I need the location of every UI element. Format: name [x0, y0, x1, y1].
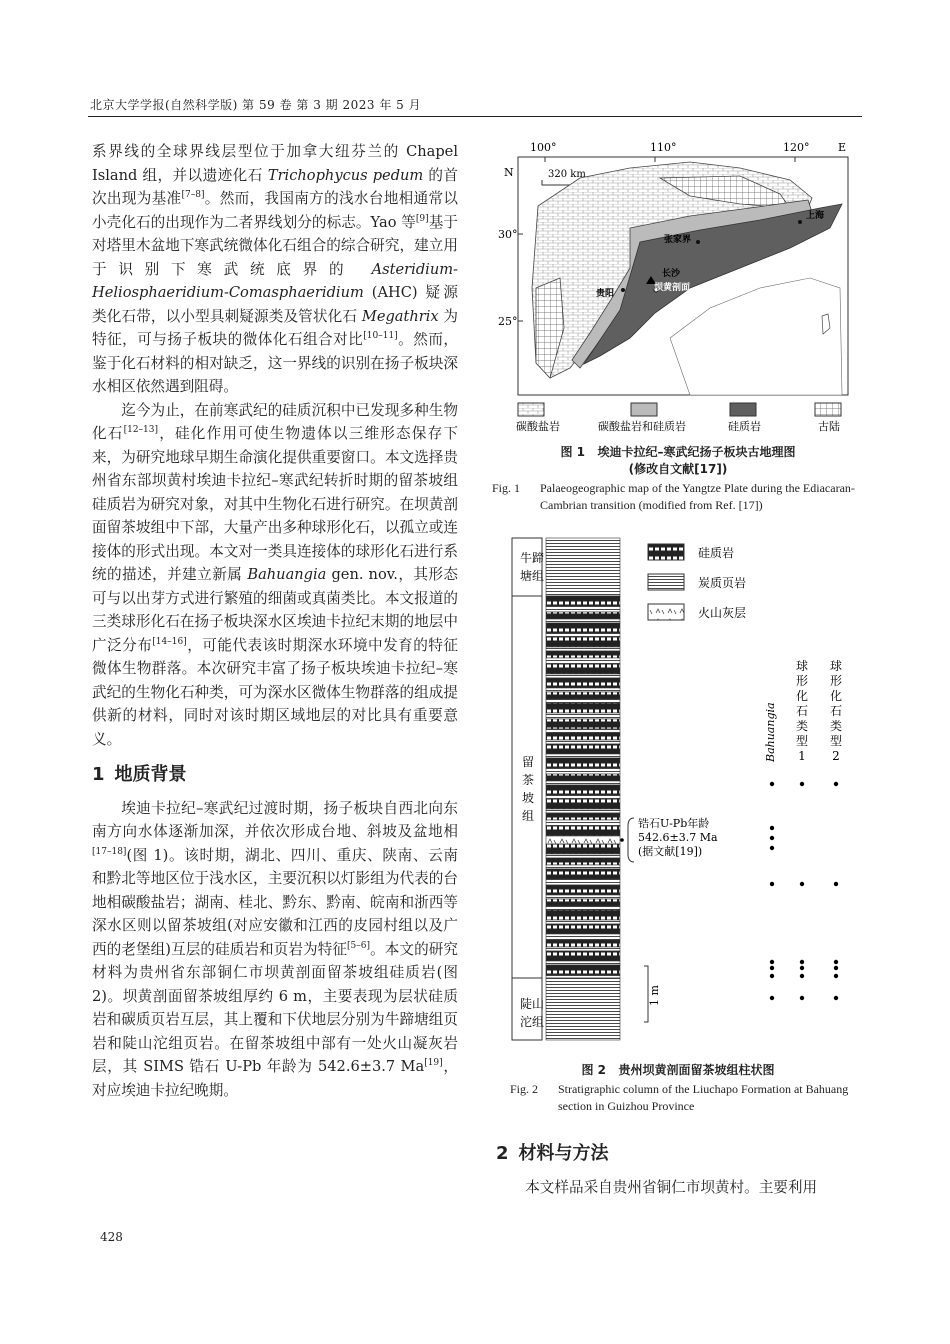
fossil-dot [800, 996, 804, 1000]
legend-shale: 炭质页岩 [698, 576, 747, 590]
formation-label-liuchapo-3: 坡 [521, 791, 535, 805]
layer-chert [546, 813, 620, 820]
lon-label-110: 110° [650, 141, 677, 154]
place-shanghai: 上海 [806, 211, 825, 221]
layer-shale [546, 865, 620, 869]
layer-chert [546, 799, 620, 809]
layer-chert [546, 774, 620, 781]
legend-siliceous: 硅质岩 [728, 420, 761, 433]
layer-shale [546, 647, 620, 651]
paragraph-4: 本文样品采自贵州省铜仁市坝黄村。主要利用 [525, 1178, 818, 1196]
layer-shale [546, 688, 620, 692]
col-title-bahuangia: Bahuangia [764, 702, 777, 762]
layer-chert [546, 940, 620, 947]
paragraph-2: 迄今为止，在前寒武纪的硅质沉积中已发现多种生物化石[12–13]，硅化作用可使生物遗体以三维形态保存下来，为研究地球早期生命演化提供重要窗口。本文选择贵州省东部坝黄村埃迪卡拉纪–寒武纪转折时期的留茶坡组硅质岩为研究对象，对其中生物化石进行研究。在坝黄剖面留茶坡组中下部，大量产出多种球形化石，以孤立或连接体的形式出现。本文对一类具连接体的球形化石进行系统的描述，并建立新属 Bahuangia gen. nov.，其形态可与以出芽方式进行繁殖的细菌或真菌类比。本文报道的三类球形化石在扬子板块深水区埃迪卡拉纪末期的地层中广泛分布[14–16]，可能代表该时期深水环境中发育的特征微体生物群落。本次研究丰富了扬子板块埃迪卡拉纪–寒武纪的生物化石种类，可为深水区微体生物群落的组成提供新的材料，同时对该时期区域地层的对比具有重要意义。 [92, 401, 458, 748]
layer-chert [546, 758, 620, 768]
figure-2-caption: 图 2 贵州坝黄剖面留茶坡组柱状图 Fig. 2 Stratigraphic column of the Liuchapo Formation at Bahuang section in Guizhou Province [510, 1063, 849, 1113]
col-title-type1-6: 型 [795, 734, 809, 748]
col-title-type2-2: 形 [829, 674, 843, 688]
formation-label-niutitang-2: 塘组 [520, 569, 545, 583]
fossil-dot [800, 882, 804, 886]
header-rule [88, 116, 862, 117]
layer-chert [546, 844, 620, 854]
layer-chert [546, 719, 620, 729]
layer-chert [546, 965, 620, 975]
north-label: N [504, 166, 514, 179]
lon-label-120: 120° [783, 141, 810, 154]
layer-chert [546, 678, 620, 688]
layer-chert [546, 951, 620, 961]
layer-chert [546, 623, 620, 633]
figure-1-map [490, 138, 865, 433]
col-title-type1-3: 化 [795, 689, 809, 703]
layer-shale [546, 633, 620, 637]
fossil-dot [770, 846, 774, 850]
formation-label-liuchapo-4: 组 [521, 809, 535, 823]
layer-shale [546, 713, 620, 719]
col-title-type2-4: 石 [829, 704, 843, 718]
fossil-dot [770, 782, 774, 786]
place-bahuang: 坝黄剖面 [654, 283, 691, 293]
layer-shale [546, 754, 620, 758]
col-title-type2-1: 球 [829, 659, 843, 673]
legend-carbonate-siliceous: 碳酸盐岩和硅质岩 [598, 420, 686, 433]
col-title-type2-7: 2 [832, 749, 840, 763]
age-ref: (据文献[19]) [638, 845, 703, 858]
legend-swatch-old-land [815, 403, 841, 416]
legend-swatch-carbonate [518, 403, 544, 416]
fossil-dot [770, 974, 774, 978]
layer-chert [546, 637, 620, 647]
place-guiyang: 贵阳 [596, 289, 615, 299]
fossil-dot [800, 782, 804, 786]
guiyang-marker [621, 288, 625, 292]
fossil-occurrence-dots [770, 782, 838, 1000]
layer-chert [546, 692, 620, 699]
layer-chert [546, 885, 620, 895]
place-changsha: 长沙 [662, 269, 681, 279]
fossil-dot [770, 960, 774, 964]
col-title-type1-5: 类 [795, 719, 809, 733]
col-title-type1-7: 1 [798, 749, 806, 763]
layer-shale [546, 606, 620, 612]
layer-shale [546, 768, 620, 774]
layer-shale [546, 674, 620, 678]
layer-shale [546, 906, 620, 910]
section-2-heading: 2 材料与方法 [496, 1143, 609, 1164]
age-bullet [620, 838, 624, 842]
legend-old-land: 古陆 [818, 420, 840, 433]
layer-chert [546, 703, 620, 713]
layer-chert [546, 826, 620, 836]
layer-shale [546, 947, 620, 951]
age-bracket [628, 818, 634, 862]
layer-chert [546, 858, 620, 865]
fossil-dot [834, 966, 838, 970]
layer-shale [546, 795, 620, 799]
layer-chert [546, 651, 620, 658]
layer-shale [546, 820, 620, 826]
fossil-dot [834, 996, 838, 1000]
fossil-dot [834, 882, 838, 886]
age-label: 锆石U-Pb年龄 [638, 817, 710, 830]
layer-chert [546, 910, 620, 920]
shanghai-marker [798, 220, 802, 224]
page-number: 428 [100, 1230, 123, 1244]
legend-swatch-ash [648, 604, 684, 620]
place-zhangjiajie: 张家界 [664, 235, 692, 245]
col-title-type1-1: 球 [795, 659, 809, 673]
figure-1-caption: 图 1 埃迪卡拉纪–寒武纪扬子板块古地理图 (修改自文献[17]) Fig. 1 Palaeogeographic map of the Yangtze Plate during the Ediacaran-Cambrian transition (modified from Ref. [17]) [492, 445, 855, 512]
age-value: 542.6±3.7 Ma [638, 831, 718, 844]
lat-label-30: 30° [498, 228, 518, 241]
layer-chert [546, 869, 620, 879]
running-header: 北京大学学报(自然科学版) 第 59 卷 第 3 期 2023 年 5 月 [90, 98, 422, 112]
section-1-heading: 1 地质背景 [92, 764, 187, 785]
legend-swatch-shale [648, 574, 684, 590]
formation-label-liuchapo-2: 茶 [521, 773, 535, 787]
layer-chert [546, 664, 620, 674]
layer-shale [546, 729, 620, 733]
legend-ash: 火山灰层 [698, 606, 747, 620]
formation-label-niutitang-1: 牛蹄 [520, 551, 545, 565]
layer-volcanic-ash [546, 836, 620, 844]
layer-shale [546, 879, 620, 885]
legend-chert: 硅质岩 [698, 546, 735, 560]
column-layers [546, 538, 620, 1040]
layer-shale [546, 781, 620, 785]
col-title-type1-4: 石 [795, 704, 809, 718]
layer-shale [546, 619, 620, 623]
layer-chert [546, 733, 620, 740]
zhangjiajie-marker [696, 240, 700, 244]
layer-shale [546, 920, 620, 924]
fossil-dot [770, 836, 774, 840]
layer-shale [546, 658, 620, 664]
layer-shale [546, 895, 620, 899]
left-column [92, 140, 458, 1102]
layer-chert [546, 596, 620, 606]
formation-box-niutitang [512, 538, 545, 596]
layer-chert [546, 612, 620, 619]
fossil-dot [834, 782, 838, 786]
layer-chert [546, 899, 620, 906]
layer-niutitang-shale [546, 538, 620, 596]
lon-label-e: E [838, 141, 847, 154]
scale-label: 320 km [548, 169, 586, 180]
paragraph-1: 系界线的全球界线层型位于加拿大纽芬兰的 Chapel Island 组，并以遗迹化石 Trichophycus pedum 的首次出现为基准[7–8]。然而，我国南方的浅水台地相通常以小壳化石的出现作为二者界线划分的标志。Yao 等[9]基于对塔里木盆地下寒武统微体化石组合的综合研究，建立用于识别下寒武统底界的 Asteridium-Heliosphaeridium-Comasphaeridium (AHC) 疑源类化石带，以小型具刺疑源类及管状化石 Megathrix 为特征，可与扬子板块的微体化石组合对比[10–11]。然而，鉴于化石材料的相对缺乏，这一界线的识别在扬子板块深水相区依然遇到阻碍。 [92, 143, 459, 395]
layer-shale [546, 961, 620, 965]
layer-shale [546, 809, 620, 813]
legend-swatch-chert [648, 544, 684, 560]
col-title-type2-3: 化 [829, 689, 843, 703]
figure-2-column [510, 536, 855, 1046]
legend-swatch-carbonate-siliceous [631, 403, 657, 416]
layer-shale [546, 975, 620, 978]
layer-shale [546, 934, 620, 940]
layer-shale [546, 740, 620, 744]
layer-shale [546, 699, 620, 703]
paragraph-3: 埃迪卡拉纪–寒武纪过渡时期，扬子板块自西北向东南方向水体逐渐加深，并依次形成台地、斜坡及盆地相[17–18](图 1)。该时期，湖北、四川、重庆、陕南、云南和黔北等地区位于浅水区，主要沉积以灯影组为代表的台地相碳酸盐岩；湖南、桂北、黔东、黔南、皖南和浙西等深水区则以留茶坡组(对应安徽和江西的皮园村组以及广西的老堡组)互层的硅质岩和页岩为特征[5–6]。本文的研究材料为贵州省东部铜仁市坝黄剖面留茶坡组硅质岩(图 2)。坝黄剖面留茶坡组厚约 6 m，主要表现为层状硅质岩和碳质页岩互层，其上覆和下伏地层分别为牛蹄塘组页岩和陡山沱组页岩。在留茶坡组中部有一处火山凝灰岩层，其 SIMS 锆石 U-Pb 年龄为 542.6±3.7 Ma[19]，对应埃迪卡拉纪晚期。 [92, 799, 458, 1099]
fossil-dot [800, 966, 804, 970]
layer-chert [546, 924, 620, 934]
fossil-dot [834, 974, 838, 978]
fossil-dot [770, 966, 774, 970]
formation-label-doushantuo-1: 陡山 [520, 997, 545, 1011]
fossil-dot [834, 960, 838, 964]
layer-chert [546, 785, 620, 795]
fossil-dot [800, 960, 804, 964]
fossil-dot [770, 826, 774, 830]
scale-label: 1 m [648, 985, 661, 1006]
col-title-type2-6: 型 [829, 734, 843, 748]
layer-chert [546, 744, 620, 754]
fossil-dot [770, 996, 774, 1000]
legend-swatch-siliceous [730, 403, 756, 416]
col-title-type1-2: 形 [795, 674, 809, 688]
formation-label-liuchapo-1: 留 [521, 755, 535, 769]
legend-carbonate: 碳酸盐岩 [516, 420, 560, 433]
fossil-dot [770, 882, 774, 886]
formation-box-liuchapo [512, 596, 542, 978]
col-title-type2-5: 类 [829, 719, 843, 733]
layer-shale [546, 854, 620, 858]
right-column [496, 1130, 862, 1199]
fossil-dot [800, 974, 804, 978]
lon-label-100: 100° [530, 141, 557, 154]
layer-doushantuo-shale [546, 978, 620, 1040]
formation-label-doushantuo-2: 沱组 [520, 1015, 545, 1029]
lat-label-25: 25° [498, 315, 518, 328]
